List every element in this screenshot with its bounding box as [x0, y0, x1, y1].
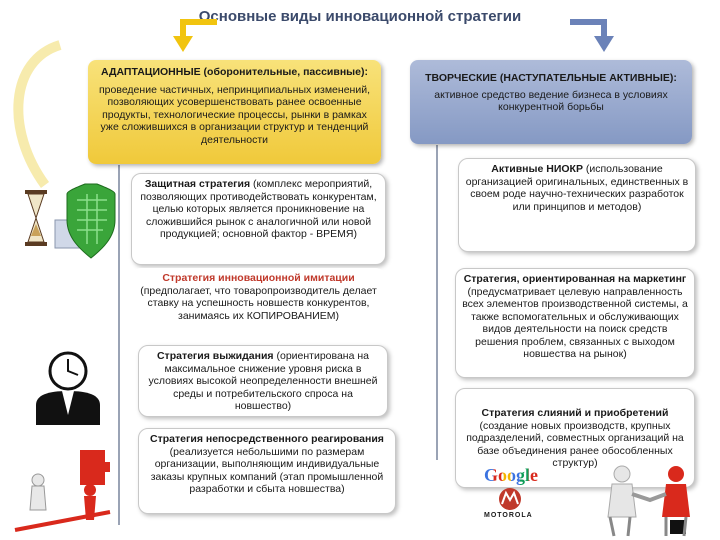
- adaptive-header-text: проведение частичных, непринципиальных изменений, позволяющих усовершенствовать ранее освоенные продукты, технологические процессы, рынки в рамках уже сложившихся в организации структур и тенденций деятельности: [99, 83, 370, 146]
- handshake-people-illustration-icon: [600, 462, 700, 537]
- waiting-strategy-box: [138, 345, 388, 417]
- marketing-strategy-title: Стратегия, ориентированная на маркетинг: [463, 273, 687, 285]
- protective-strategy-text: (комплекс мероприятий, позволяющих противодействовать конкурентам, целью которых является проникновение на сложившийся рынок с аналогичной или новой продукцией; основной фактор - ВРЕМЯ): [140, 178, 377, 240]
- active-rnd-title: Активные НИОКР: [491, 163, 583, 175]
- direct-response-strategy-text: (реализуется небольшими по размерам организации, выполняющим индивидуальные заказы крупных компаний (этап промышленной разработки и сбыта новшества): [150, 445, 384, 495]
- imitation-strategy-box: [131, 268, 386, 338]
- adaptive-header-title: АДАПТАЦИОННЫЕ (оборонительные, пассивные):: [101, 66, 368, 78]
- waiting-strategy-title: Стратегия выжидания: [156, 350, 274, 362]
- adaptive-strategy-header: [88, 60, 381, 164]
- active-rnd-text: (использование организацией оригинальных, единственных в своем роде научно-технических разработок или принципов и методов): [465, 163, 689, 213]
- marketing-strategy-box: [455, 268, 695, 378]
- imitation-strategy-text: (предполагает, что товаропроизводитель делает ставку на успешность новшеств конкурентов, занимаясь их КОПИРОВАНИЕМ): [140, 284, 377, 322]
- mergers-strategy-title: Стратегия слияний и приобретений: [481, 407, 669, 419]
- protective-strategy-title: Защитная стратегия: [144, 178, 251, 190]
- right-connector: [436, 145, 438, 460]
- direct-response-strategy-title: Стратегия непосредственного реагирования: [150, 433, 384, 445]
- marketing-strategy-text: (предусматривает целевую направленность всех элементов производственной системы, а также вспомогательных и обслуживающих видов деятельности на поиск средств решения проблем, связанных с выходом новшества на рынок): [462, 285, 688, 360]
- right-arrow-icon: [566, 12, 622, 54]
- clock-head-man-illustration-icon: [28, 345, 108, 425]
- active-rnd-box: [458, 158, 696, 252]
- direct-response-strategy-box: [138, 428, 396, 514]
- diagram-title: Основные виды инновационной стратегии: [198, 8, 522, 25]
- hourglass-shield-illustration-icon: [15, 180, 125, 265]
- creative-strategy-header: [410, 60, 692, 144]
- mergers-strategy-text: (создание новых производств, крупных подразделений, совместных организаций на базе объединения ранее обособленных структур): [466, 419, 684, 469]
- people-puzzle-illustration-icon: [10, 440, 120, 535]
- imitation-strategy-title: Стратегия инновационной имитации: [162, 272, 355, 284]
- motorola-logo-icon: [490, 486, 530, 512]
- protective-strategy-box: [131, 173, 386, 265]
- waiting-strategy-text: (ориентирована на максимальное снижение уровня риска в условиях высокой неопределенности внешней среды и потребительского спроса на новшество): [148, 350, 378, 412]
- google-logo: Google: [484, 465, 538, 485]
- creative-header-title: ТВОРЧЕСКИЕ (НАСТУПАТЕЛЬНЫЕ АКТИВНЫЕ):: [425, 72, 677, 84]
- left-arrow-icon: [165, 12, 221, 54]
- motorola-logo-text: MOTOROLA: [484, 512, 533, 519]
- decorative-swirl-icon: [0, 40, 70, 190]
- creative-header-text: активное средство ведение бизнеса в условиях конкурентной борьбы: [434, 88, 668, 113]
